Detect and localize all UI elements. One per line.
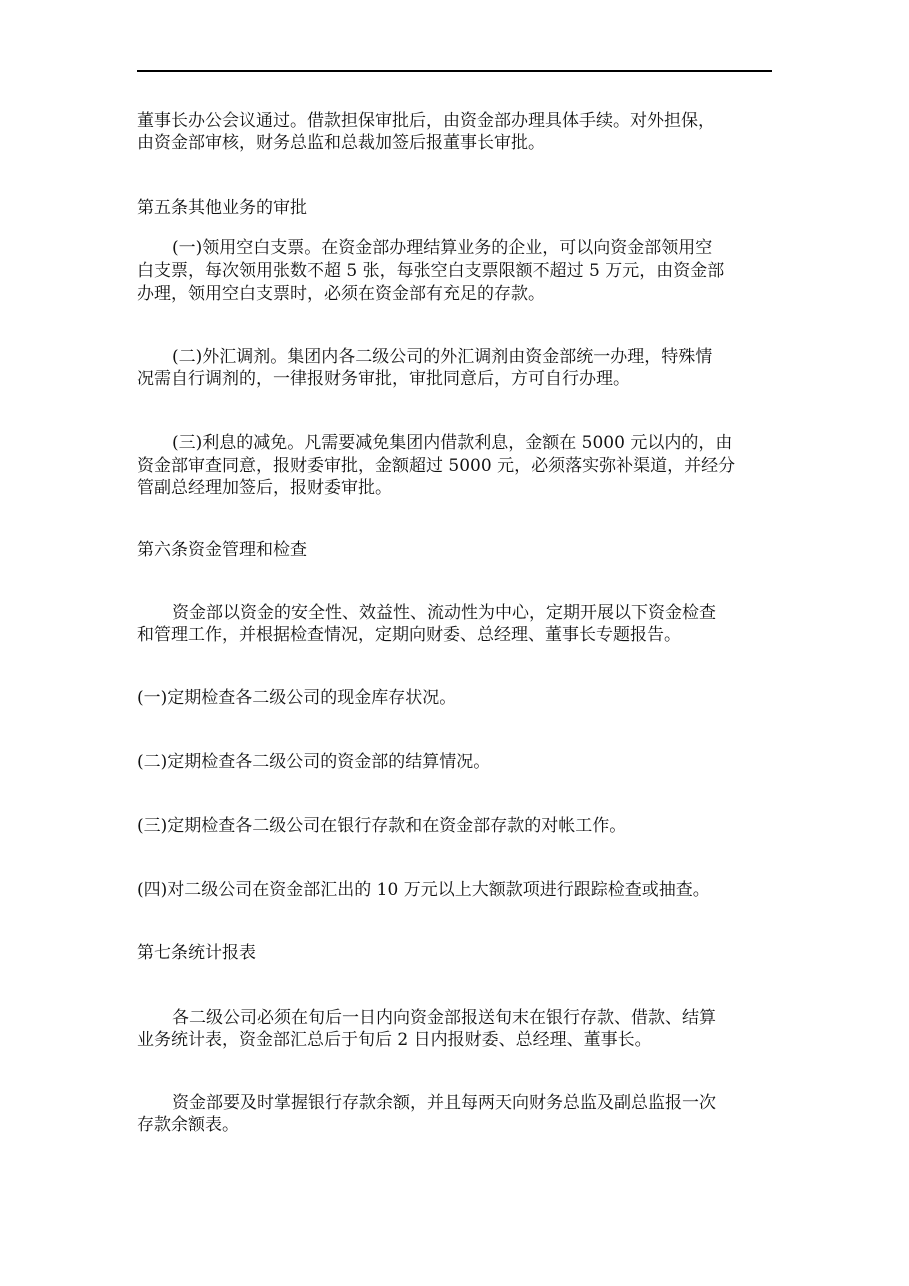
paragraph-line: 白支票，每次领用张数不超 5 张，每张空白支票限额不超过 5 万元，由资金部 bbox=[137, 261, 725, 281]
paragraph-line: 和管理工作，并根据检查情况，定期向财委、总经理、董事长专题报告。 bbox=[137, 625, 681, 645]
paragraph-line: (二)外汇调剂。集团内各二级公司的外汇调剂由资金部统一办理，特殊情 bbox=[172, 347, 713, 367]
paragraph-line: 业务统计表，资金部汇总后于旬后 2 日内报财委、总经理、董事长。 bbox=[137, 1030, 652, 1050]
paragraph-line: 资金部审查同意，报财委审批，金额超过 5000 元，必须落实弥补渠道，并经分 bbox=[137, 456, 736, 476]
paragraph-line: 各二级公司必须在旬后一日内向资金部报送旬末在银行存款、借款、结算 bbox=[172, 1008, 716, 1028]
paragraph-line: (三)利息的减免。凡需要减免集团内借款利息，金额在 5000 元以内的，由 bbox=[172, 433, 733, 453]
paragraph-line: 管副总经理加签后，报财委审批。 bbox=[137, 478, 392, 498]
paragraph-line: (一)领用空白支票。在资金部办理结算业务的企业，可以向资金部领用空 bbox=[172, 238, 713, 258]
list-item: (二)定期检查各二级公司的资金部的结算情况。 bbox=[137, 752, 491, 772]
paragraph-line: 况需自行调剂的，一律报财务审批，审批同意后，方可自行办理。 bbox=[137, 369, 630, 389]
section-heading: 第七条统计报表 bbox=[137, 943, 256, 963]
paragraph-line: 由资金部审核，财务总监和总裁加签后报董事长审批。 bbox=[137, 133, 545, 153]
header-rule bbox=[137, 70, 772, 72]
section-heading: 第六条资金管理和检查 bbox=[137, 540, 307, 560]
list-item: (一)定期检查各二级公司的现金库存状况。 bbox=[137, 688, 457, 708]
list-item: (三)定期检查各二级公司在银行存款和在资金部存款的对帐工作。 bbox=[137, 816, 627, 836]
paragraph-line: 董事长办公会议通过。借款担保审批后，由资金部办理具体手续。对外担保， bbox=[137, 111, 715, 131]
paragraph-line: 资金部以资金的安全性、效益性、流动性为中心，定期开展以下资金检查 bbox=[172, 603, 716, 623]
section-heading: 第五条其他业务的审批 bbox=[137, 198, 307, 218]
paragraph-line: 资金部要及时掌握银行存款余额，并且每两天向财务总监及副总监报一次 bbox=[172, 1093, 716, 1113]
paragraph-line: 存款余额表。 bbox=[137, 1115, 239, 1135]
list-item: (四)对二级公司在资金部汇出的 10 万元以上大额款项进行跟踪检查或抽查。 bbox=[137, 880, 710, 900]
paragraph-line: 办理，领用空白支票时，必须在资金部有充足的存款。 bbox=[137, 284, 545, 304]
